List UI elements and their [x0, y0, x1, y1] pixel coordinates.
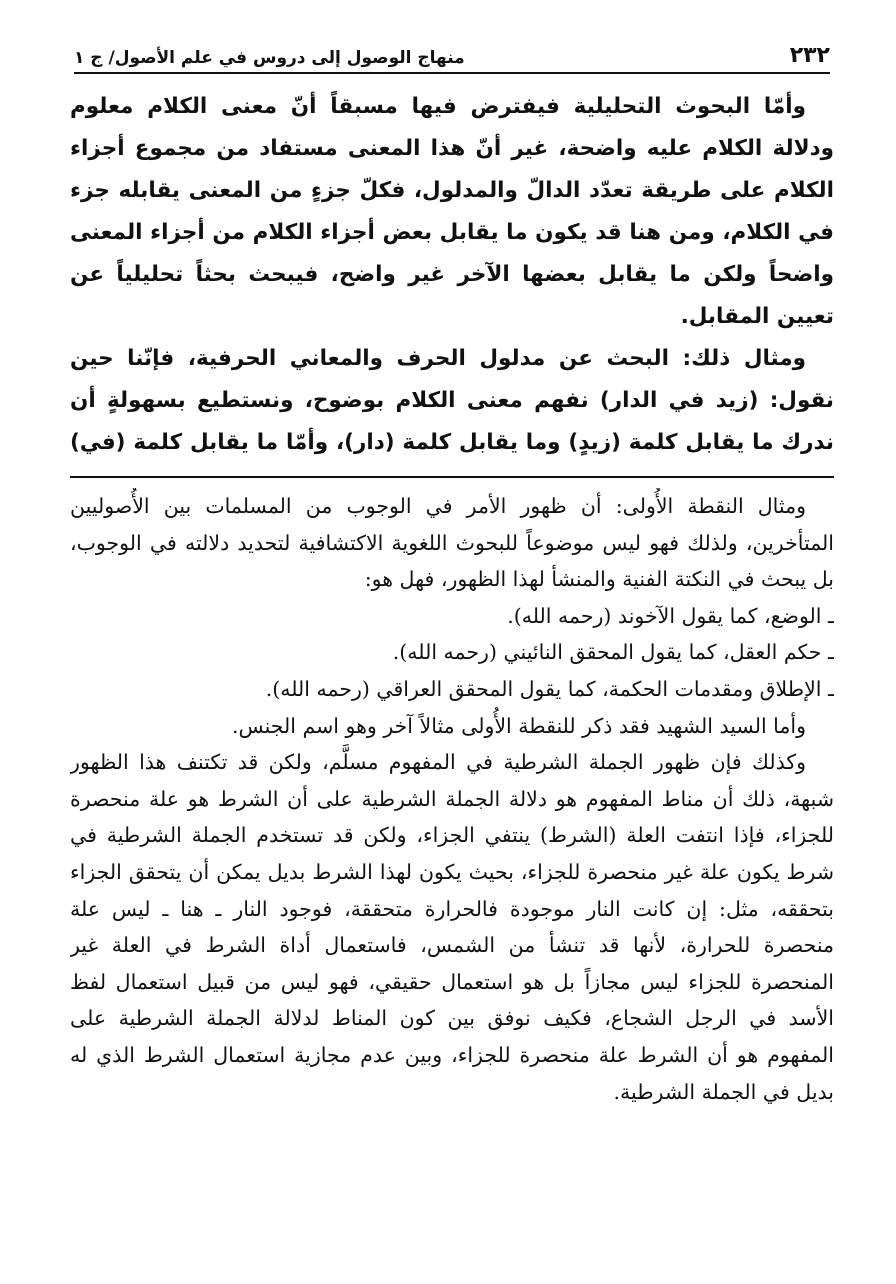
running-title: منهاج الوصول إلى دروس في علم الأصول/ ج ١ [74, 48, 465, 68]
main-text [70, 86, 834, 464]
note-paragraph: وأما السيد الشهيد فقد ذكر للنقطة الأُولى مثالاً آخر وهو اسم الجنس. [231, 713, 806, 738]
page-header [74, 36, 830, 74]
note-list-item: ـ الوضع، كما يقول الآخوند (رحمه الله). [507, 603, 834, 628]
footnote-divider [70, 476, 834, 478]
note-paragraph: ومثال النقطة الأُولى: أن ظهور الأمر في الوجوب من المسلمات بين الأُصوليين المتأخرين، ولذلك فهو ليس موضوعاً للبحوث اللغوية الاكتشافية لتحديد دلالته في الوجوب، بل يبحث في النكتة الفنية والمنشأ لهذا الظهور، فهل هو: [70, 494, 834, 592]
note-list-item: ـ حكم العقل، كما يقول المحقق النائيني (رحمه الله). [392, 640, 834, 665]
note-paragraph: وكذلك فإن ظهور الجملة الشرطية في المفهوم مسلَّم، ولكن قد تكتنف هذا الظهور شبهة، ذلك أن مناط المفهوم هو دلالة الجملة الشرطية على أن الشرط هو علة منحصرة للجزاء، فإذا انتفت العلة (الشرط) ينتفي الجزاء، ولكن قد تستخدم الجملة الشرطية في شرط يكون علة غير منحصرة للجزاء، بحيث يكون لهذا الشرط بديل يمكن أن يتحقق الجزاء بتحققه، مثل: إن كانت النار موجودة فالحرارة متحققة، فوجود النار ـ هنا ـ ليس علة منحصرة للحرارة، لأنها قد تنشأ من الشمس، فاستعمال أداة الشرط في العلة غير المنحصرة للجزاء ليس مجازاً بل هو استعمال حقيقي، فهو ليس من قبيل استعمال لفظ الأسد في الرجل الشجاع، فكيف نوفق بين كون المناط لدلالة الجملة الشرطية على المفهوم هو أن الشرط علة منحصرة للجزاء، وبين عدم مجازية استعمال الشرط الذي له بديل في الجملة الشرطية. [70, 750, 834, 1104]
footnotes [70, 488, 834, 1248]
main-paragraph: وأمّا البحوث التحليلية فيفترض فيها مسبقاً أنّ معنى الكلام معلوم ودلالة الكلام عليه واضحة، غير أنّ هذا المعنى مستفاد من مجموع أجزاء الكلام على طريقة تعدّد الدالّ والمدلول، فكلّ جزءٍ من المعنى يقابله جزء في الكلام، ومن هنا قد يكون ما يقابل بعض أجزاء الكلام من أجزاء المعنى واضحاً ولكن ما يقابل بعضها الآخر غير واضح، فيبحث بحثاً تحليلياً عن تعيين المقابل. [70, 94, 834, 329]
page-number: ٢٣٢ [789, 43, 830, 68]
main-paragraph: ومثال ذلك: البحث عن مدلول الحرف والمعاني الحرفية، فإنّنا حين نقول: (زيد في الدار) نفهم معنى الكلام بوضوح، ونستطيع بسهولةٍ أن ندرك ما يقابل كلمة (زيدٍ) وما يقابل كلمة (دار)، وأمّا ما يقابل كلمة (في) [70, 346, 834, 455]
note-list-item: ـ الإطلاق ومقدمات الحكمة، كما يقول المحقق العراقي (رحمه الله). [265, 676, 834, 701]
